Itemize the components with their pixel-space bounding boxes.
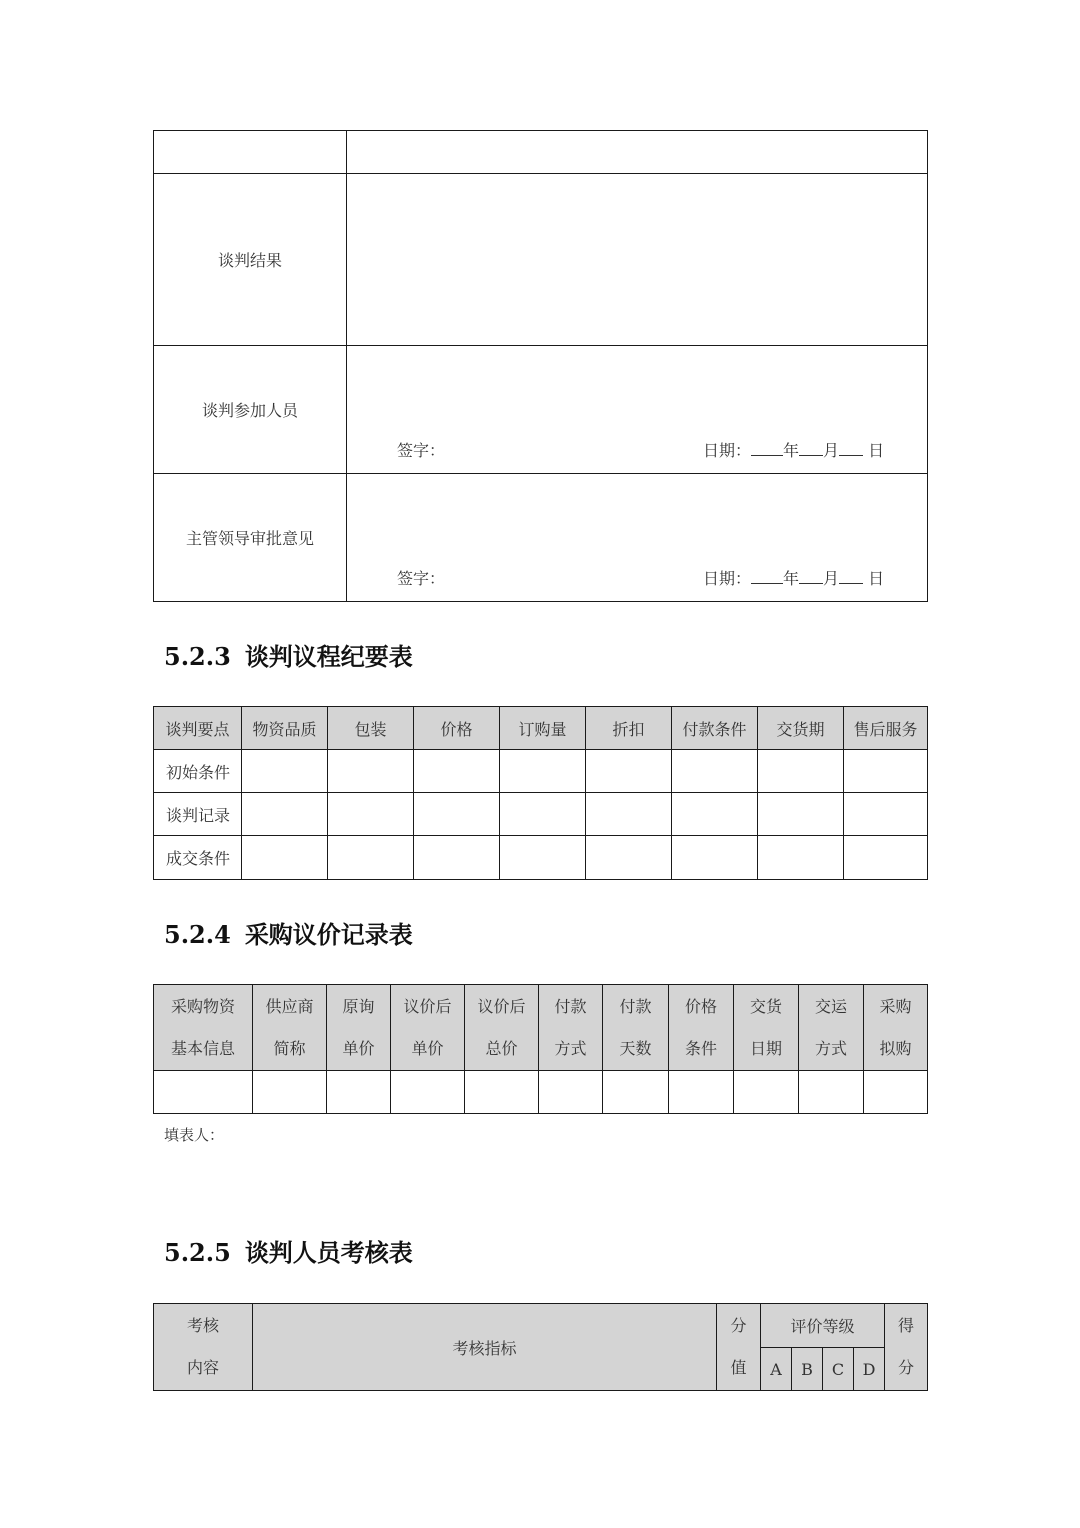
price-cell[interactable] (864, 1071, 928, 1114)
agenda-header-cell: 交货期 (758, 707, 844, 750)
price-header-cell: 采购 拟购 (864, 985, 928, 1071)
negotiation-result-field[interactable] (347, 174, 928, 346)
agenda-header-cell: 订购量 (500, 707, 586, 750)
agenda-row-label: 成交条件 (154, 836, 242, 880)
section-5-2-3-heading: 5.2.3 谈判议程纪要表 (164, 642, 413, 671)
negotiation-result-table (153, 130, 928, 602)
table-row (154, 1071, 928, 1114)
agenda-header-cell: 售后服务 (844, 707, 928, 750)
grade-a-header: A (761, 1348, 792, 1391)
approval-date: 日期： 年 月 日 (703, 569, 885, 588)
agenda-cell[interactable] (500, 750, 586, 793)
approval-opinion-label: 主管领导审批意见 (154, 474, 347, 602)
agenda-header-cell: 包装 (328, 707, 414, 750)
price-cell[interactable] (327, 1071, 391, 1114)
agenda-row-label: 初始条件 (154, 750, 242, 793)
agenda-cell[interactable] (500, 793, 586, 836)
section-5-2-4-heading: 5.2.4 采购议价记录表 (164, 920, 413, 949)
table-row (154, 750, 928, 793)
agenda-cell[interactable] (672, 750, 758, 793)
agenda-header-cell: 谈判要点 (154, 707, 242, 750)
table-row (154, 836, 928, 880)
approval-signature-label: 签字： (397, 569, 446, 588)
agenda-header-cell: 价格 (414, 707, 500, 750)
assessment-indicator-header: 考核指标 (253, 1304, 717, 1391)
price-cell[interactable] (734, 1071, 799, 1114)
agenda-cell[interactable] (586, 836, 672, 880)
agenda-cell[interactable] (328, 793, 414, 836)
agenda-cell[interactable] (328, 836, 414, 880)
agenda-cell[interactable] (672, 793, 758, 836)
agenda-header-cell: 折扣 (586, 707, 672, 750)
price-header-cell: 价格 条件 (669, 985, 734, 1071)
agenda-row-label: 谈判记录 (154, 793, 242, 836)
agenda-cell[interactable] (242, 836, 328, 880)
form-filler-label: 填表人： (164, 1126, 225, 1144)
price-cell[interactable] (391, 1071, 465, 1114)
price-header-row (154, 985, 928, 1071)
agenda-cell[interactable] (586, 793, 672, 836)
agenda-cell[interactable] (414, 750, 500, 793)
table-row (154, 793, 928, 836)
participants-signature-label: 签字： (397, 441, 446, 460)
blank-label-cell (154, 131, 347, 174)
agenda-cell[interactable] (844, 750, 928, 793)
agenda-header-row (154, 707, 928, 750)
price-header-cell: 原询 单价 (327, 985, 391, 1071)
agenda-cell[interactable] (586, 750, 672, 793)
price-cell[interactable] (799, 1071, 864, 1114)
result-score-header: 得 分 (885, 1304, 928, 1391)
agenda-cell[interactable] (758, 836, 844, 880)
price-header-cell: 付款 方式 (539, 985, 603, 1071)
negotiation-agenda-table (153, 706, 928, 880)
grade-d-header: D (854, 1348, 885, 1391)
agenda-cell[interactable] (672, 836, 758, 880)
price-header-cell: 议价后 单价 (391, 985, 465, 1071)
price-cell[interactable] (465, 1071, 539, 1114)
negotiator-assessment-table (153, 1303, 928, 1391)
price-cell[interactable] (669, 1071, 734, 1114)
agenda-cell[interactable] (758, 750, 844, 793)
agenda-cell[interactable] (500, 836, 586, 880)
grade-c-header: C (823, 1348, 854, 1391)
price-header-cell: 供应商 简称 (253, 985, 327, 1071)
price-header-cell: 交货 日期 (734, 985, 799, 1071)
agenda-cell[interactable] (758, 793, 844, 836)
price-header-cell: 议价后 总价 (465, 985, 539, 1071)
grade-b-header: B (792, 1348, 823, 1391)
price-header-cell: 付款 天数 (603, 985, 669, 1071)
purchase-price-table (153, 984, 928, 1114)
price-header-cell: 交运 方式 (799, 985, 864, 1071)
price-cell[interactable] (539, 1071, 603, 1114)
participants-field[interactable] (347, 346, 928, 474)
negotiation-result-label: 谈判结果 (154, 174, 347, 346)
participants-label: 谈判参加人员 (154, 346, 347, 474)
price-cell[interactable] (253, 1071, 327, 1114)
agenda-cell[interactable] (844, 793, 928, 836)
agenda-cell[interactable] (242, 750, 328, 793)
agenda-cell[interactable] (414, 836, 500, 880)
participants-date: 日期： 年 月 日 (703, 441, 885, 460)
agenda-header-cell: 付款条件 (672, 707, 758, 750)
price-header-cell: 采购物资 基本信息 (154, 985, 253, 1071)
agenda-header-cell: 物资品质 (242, 707, 328, 750)
rating-level-header: 评价等级 (761, 1304, 885, 1348)
score-value-header: 分 值 (717, 1304, 761, 1391)
price-cell[interactable] (603, 1071, 669, 1114)
agenda-cell[interactable] (242, 793, 328, 836)
approval-opinion-field[interactable] (347, 474, 928, 602)
agenda-cell[interactable] (414, 793, 500, 836)
blank-value-cell[interactable] (347, 131, 928, 174)
assessment-content-header: 考核 内容 (154, 1304, 253, 1391)
price-cell[interactable] (154, 1071, 253, 1114)
agenda-cell[interactable] (844, 836, 928, 880)
section-5-2-5-heading: 5.2.5 谈判人员考核表 (164, 1238, 413, 1267)
agenda-cell[interactable] (328, 750, 414, 793)
